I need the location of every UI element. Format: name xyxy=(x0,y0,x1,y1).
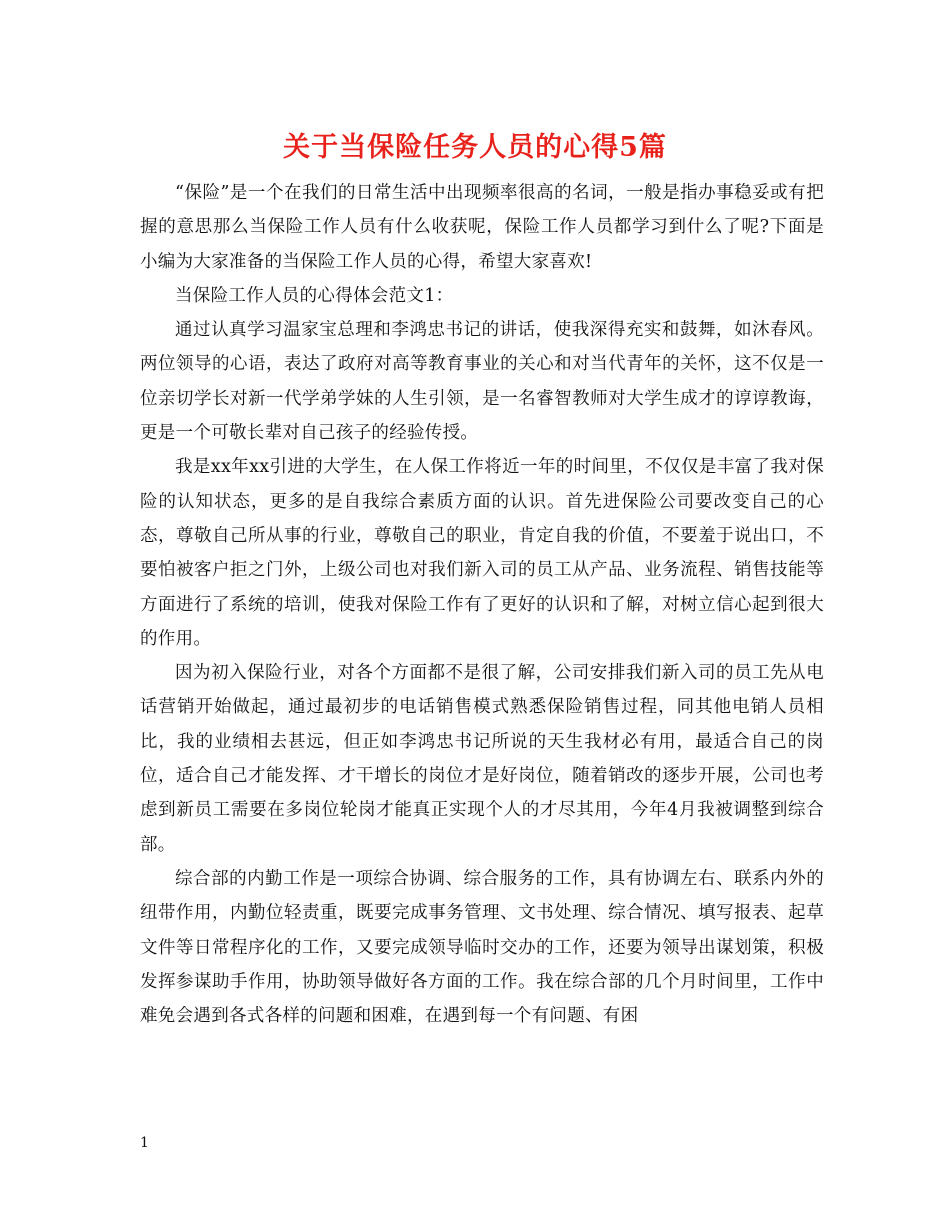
paragraph: 因为初入保险行业，对各个方面都不是很了解，公司安排我们新入司的员工先从电话营销开始做起，通过最初步的电话销售模式熟悉保险销售过程，同其他电销人员相比，我的业绩相去甚远，但正如李鸿忠书记所说的天生我材必有用，最适合自己的岗位，适合自己才能发挥、才干增长的岗位才是好岗位，随着销改的逐步开展，公司也考虑到新员工需要在多岗位轮岗才能真正实现个人的才尽其用，今年4月我被调整到综合部。 xyxy=(140,663,824,855)
page-number: 1 xyxy=(140,1135,149,1151)
paragraph: “保险”是一个在我们的日常生活中出现频率很高的名词，一般是指办事稳妥或有把握的意思那么当保险工作人员有什么收获呢，保险工作人员都学习到什么了呢?下面是小编为大家准备的当保险工作人员的心得，希望大家喜欢! xyxy=(140,183,824,272)
document-body xyxy=(140,176,824,1033)
paragraph: 当保险工作人员的心得体会范文1： xyxy=(175,285,454,306)
paragraph: 综合部的内勤工作是一项综合协调、综合服务的工作，具有协调左右、联系内外的纽带作用，内勤位轻责重，既要完成事务管理、文书处理、综合情况、填写报表、起草文件等日常程序化的工作，又要完成领导临时交办的工作，还要为领导出谋划策，积极发挥参谋助手作用，协助领导做好各方面的工作。我在综合部的几个月时间里，工作中难免会遇到各式各样的问题和困难，在遇到每一个有问题、有困 xyxy=(140,868,824,1027)
paragraph: 通过认真学习温家宝总理和李鸿忠书记的讲话，使我深得充实和鼓舞，如沐春风。两位领导的心语，表达了政府对高等教育事业的关心和对当代青年的关怀，这不仅是一位亲切学长对新一代学弟学妹的人生引领，是一名睿智教师对大学生成才的谆谆教诲，更是一个可敬长辈对自己孩子的经验传授。 xyxy=(140,320,824,444)
paragraph: 我是xx年xx引进的大学生，在人保工作将近一年的时间里，不仅仅是丰富了我对保险的认知状态，更多的是自我综合素质方面的认识。首先进保险公司要改变自己的心态，尊敬自己所从事的行业，尊敬自己的职业，肯定自我的价值，不要羞于说出口，不要怕被客户拒之门外，上级公司也对我们新入司的员工从产品、业务流程、销售技能等方面进行了系统的培训，使我对保险工作有了更好的认识和了解，对树立信心起到很大的作用。 xyxy=(140,457,824,649)
document-title: 关于当保险任务人员的心得5篇 xyxy=(283,132,667,163)
